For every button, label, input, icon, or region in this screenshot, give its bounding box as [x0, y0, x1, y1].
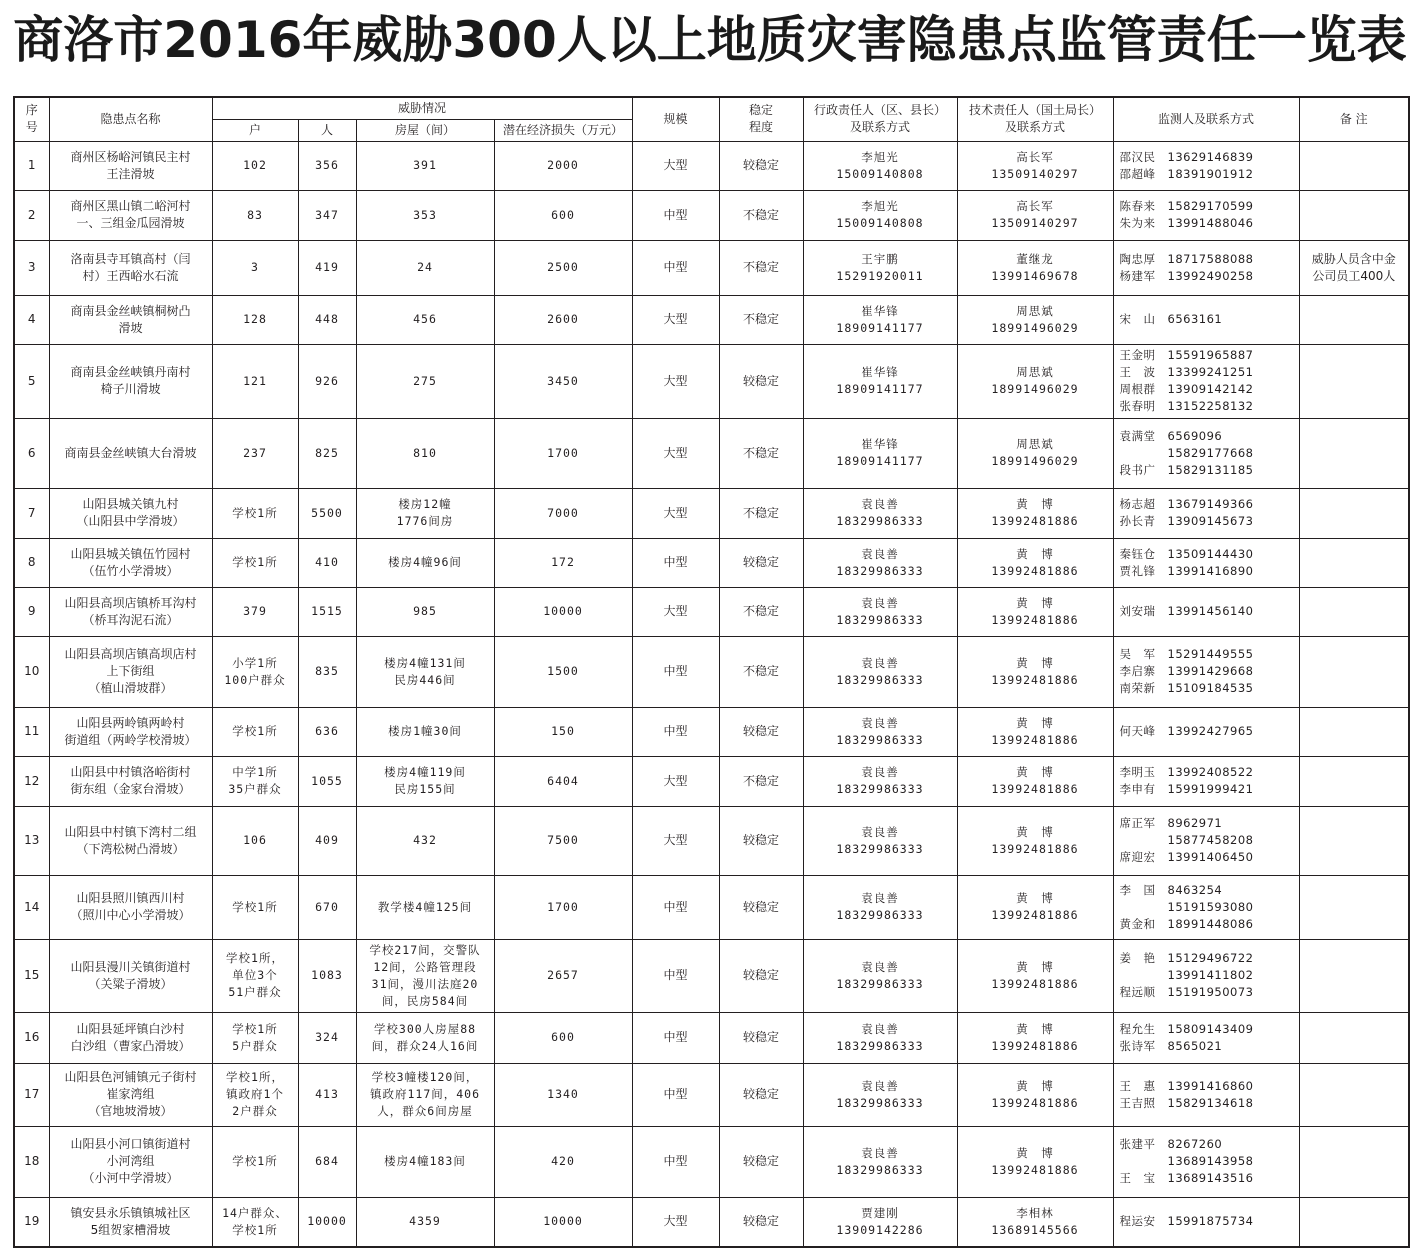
cell-seq: 10 [14, 636, 49, 707]
cell-name: 商州区黑山镇二峪河村 一、三组金瓜园滑坡 [49, 190, 212, 240]
cell-people: 347 [298, 190, 356, 240]
cell-stability: 不稳定 [719, 488, 803, 538]
cell-households: 106 [212, 806, 298, 875]
table-row [14, 190, 1409, 240]
cell-seq: 15 [14, 939, 49, 1012]
cell-admin: 袁良善 18329986333 [803, 939, 957, 1012]
cell-name: 山阳县城关镇九村 （山阳县中学滑坡） [49, 488, 212, 538]
cell-people: 448 [298, 295, 356, 344]
cell-tech: 李相林 13689145566 [957, 1197, 1113, 1247]
cell-houses: 810 [356, 418, 494, 488]
cell-people: 684 [298, 1126, 356, 1197]
cell-households: 学校1所 [212, 488, 298, 538]
cell-admin: 王宇鹏 15291920011 [803, 240, 957, 295]
cell-monitor: 姜 艳 15129496722 13991411802 程远顺 15191950073 [1113, 939, 1299, 1012]
cell-stability: 不稳定 [719, 636, 803, 707]
page-title: 商洛市2016年威胁300人以上地质灾害隐患点监管责任一览表 [13, 11, 1407, 69]
cell-loss: 7500 [494, 806, 632, 875]
header-threat: 威胁情况 [212, 97, 632, 119]
cell-houses: 275 [356, 344, 494, 418]
cell-remark [1299, 636, 1409, 707]
cell-scale: 大型 [632, 587, 719, 636]
cell-people: 825 [298, 418, 356, 488]
header-monitor: 监测人及联系方式 [1113, 97, 1299, 141]
cell-people: 413 [298, 1063, 356, 1126]
cell-tech: 黄 博 13992481886 [957, 806, 1113, 875]
cell-tech: 周思斌 18991496029 [957, 344, 1113, 418]
cell-admin: 袁良善 18329986333 [803, 1012, 957, 1063]
hazard-table [13, 96, 1410, 1248]
cell-admin: 崔华锋 18909141177 [803, 295, 957, 344]
cell-stability: 不稳定 [719, 295, 803, 344]
cell-households: 学校1所， 单位3个 51户群众 [212, 939, 298, 1012]
cell-remark [1299, 295, 1409, 344]
table-row [14, 756, 1409, 806]
table-row [14, 875, 1409, 939]
cell-households: 学校1所 [212, 875, 298, 939]
cell-people: 5500 [298, 488, 356, 538]
cell-tech: 周思斌 18991496029 [957, 418, 1113, 488]
cell-admin: 崔华锋 18909141177 [803, 418, 957, 488]
cell-scale: 中型 [632, 636, 719, 707]
table-row [14, 587, 1409, 636]
table-row [14, 488, 1409, 538]
cell-monitor: 袁满堂 6569096 15829177668 段书广 15829131185 [1113, 418, 1299, 488]
cell-stability: 较稳定 [719, 707, 803, 756]
cell-monitor: 王 惠 13991416860 王吉照 15829134618 [1113, 1063, 1299, 1126]
cell-name: 商南县金丝峡镇桐树凸 滑坡 [49, 295, 212, 344]
cell-tech: 黄 博 13992481886 [957, 538, 1113, 587]
cell-stability: 较稳定 [719, 1126, 803, 1197]
table-body [14, 141, 1409, 1247]
cell-seq: 17 [14, 1063, 49, 1126]
cell-houses: 353 [356, 190, 494, 240]
cell-remark [1299, 756, 1409, 806]
cell-tech: 周思斌 18991496029 [957, 295, 1113, 344]
cell-monitor: 秦钰仓 13509144430 贾礼锋 13991416890 [1113, 538, 1299, 587]
cell-admin: 崔华锋 18909141177 [803, 344, 957, 418]
cell-seq: 4 [14, 295, 49, 344]
cell-scale: 中型 [632, 1063, 719, 1126]
cell-admin: 袁良善 18329986333 [803, 875, 957, 939]
cell-admin: 袁良善 18329986333 [803, 587, 957, 636]
cell-loss: 1340 [494, 1063, 632, 1126]
cell-loss: 3450 [494, 344, 632, 418]
cell-houses: 楼房4幢131间 民房446间 [356, 636, 494, 707]
cell-remark [1299, 875, 1409, 939]
cell-remark [1299, 1012, 1409, 1063]
cell-scale: 大型 [632, 141, 719, 190]
cell-loss: 1500 [494, 636, 632, 707]
cell-people: 835 [298, 636, 356, 707]
cell-seq: 3 [14, 240, 49, 295]
table-row [14, 1126, 1409, 1197]
cell-stability: 较稳定 [719, 939, 803, 1012]
cell-houses: 楼房1幢30间 [356, 707, 494, 756]
cell-name: 山阳县城关镇伍竹园村 （伍竹小学滑坡） [49, 538, 212, 587]
cell-seq: 7 [14, 488, 49, 538]
cell-loss: 7000 [494, 488, 632, 538]
cell-name: 山阳县高坝店镇桥耳沟村 （桥耳沟泥石流） [49, 587, 212, 636]
cell-remark [1299, 190, 1409, 240]
cell-scale: 中型 [632, 538, 719, 587]
cell-scale: 中型 [632, 1126, 719, 1197]
cell-households: 14户群众、 学校1所 [212, 1197, 298, 1247]
cell-remark: 威胁人员含中金 公司员工400人 [1299, 240, 1409, 295]
cell-loss: 2657 [494, 939, 632, 1012]
cell-loss: 6404 [494, 756, 632, 806]
cell-name: 山阳县高坝店镇高坝店村 上下街组 （植山滑坡群） [49, 636, 212, 707]
cell-loss: 172 [494, 538, 632, 587]
header-house: 房屋（间） [356, 119, 494, 141]
cell-houses: 楼房12幢 1776间房 [356, 488, 494, 538]
cell-monitor: 张建平 8267260 13689143958 王 宝 13689143516 [1113, 1126, 1299, 1197]
cell-remark [1299, 587, 1409, 636]
cell-houses: 4359 [356, 1197, 494, 1247]
cell-stability: 较稳定 [719, 875, 803, 939]
cell-people: 926 [298, 344, 356, 418]
cell-loss: 600 [494, 190, 632, 240]
header-admin: 行政责任人（区、县长） 及联系方式 [803, 97, 957, 141]
cell-seq: 19 [14, 1197, 49, 1247]
cell-stability: 不稳定 [719, 190, 803, 240]
cell-monitor: 席正军 8962971 15877458208 席迎宏 13991406450 [1113, 806, 1299, 875]
table-row [14, 806, 1409, 875]
cell-monitor: 宋 山 6563161 [1113, 295, 1299, 344]
cell-households: 83 [212, 190, 298, 240]
cell-tech: 董继龙 13991469678 [957, 240, 1113, 295]
cell-houses: 教学楼4幢125间 [356, 875, 494, 939]
cell-loss: 600 [494, 1012, 632, 1063]
cell-name: 山阳县延坪镇白沙村 白沙组（曹家凸滑坡） [49, 1012, 212, 1063]
cell-loss: 2600 [494, 295, 632, 344]
cell-name: 商州区杨峪河镇民主村 王洼滑坡 [49, 141, 212, 190]
cell-houses: 432 [356, 806, 494, 875]
cell-monitor: 杨志超 13679149366 孙长青 13909145673 [1113, 488, 1299, 538]
cell-households: 128 [212, 295, 298, 344]
table-row [14, 939, 1409, 1012]
header-loss: 潜在经济损失（万元） [494, 119, 632, 141]
cell-admin: 袁良善 18329986333 [803, 488, 957, 538]
cell-scale: 中型 [632, 1012, 719, 1063]
cell-stability: 不稳定 [719, 418, 803, 488]
cell-stability: 不稳定 [719, 240, 803, 295]
cell-remark [1299, 344, 1409, 418]
cell-households: 3 [212, 240, 298, 295]
cell-scale: 中型 [632, 190, 719, 240]
cell-stability: 较稳定 [719, 141, 803, 190]
cell-seq: 1 [14, 141, 49, 190]
cell-remark [1299, 806, 1409, 875]
cell-households: 学校1所， 镇政府1个 2户群众 [212, 1063, 298, 1126]
cell-remark [1299, 1197, 1409, 1247]
cell-people: 410 [298, 538, 356, 587]
cell-name: 洛南县寺耳镇高村（闫 村）王西峪水石流 [49, 240, 212, 295]
cell-admin: 袁良善 18329986333 [803, 636, 957, 707]
cell-households: 121 [212, 344, 298, 418]
table-row [14, 141, 1409, 190]
cell-loss: 10000 [494, 1197, 632, 1247]
table-row [14, 295, 1409, 344]
cell-households: 学校1所 [212, 1126, 298, 1197]
cell-scale: 大型 [632, 1197, 719, 1247]
cell-stability: 较稳定 [719, 538, 803, 587]
header-ren: 人 [298, 119, 356, 141]
cell-admin: 袁良善 18329986333 [803, 756, 957, 806]
cell-remark [1299, 1063, 1409, 1126]
cell-houses: 24 [356, 240, 494, 295]
cell-scale: 大型 [632, 344, 719, 418]
cell-remark [1299, 538, 1409, 587]
cell-loss: 1700 [494, 875, 632, 939]
cell-remark [1299, 418, 1409, 488]
cell-admin: 袁良善 18329986333 [803, 707, 957, 756]
cell-scale: 大型 [632, 806, 719, 875]
cell-people: 1515 [298, 587, 356, 636]
cell-monitor: 李明玉 13992408522 李申有 15991999421 [1113, 756, 1299, 806]
cell-scale: 中型 [632, 875, 719, 939]
cell-households: 379 [212, 587, 298, 636]
cell-people: 324 [298, 1012, 356, 1063]
cell-name: 镇安县永乐镇镇城社区 5组贺家槽滑坡 [49, 1197, 212, 1247]
cell-tech: 黄 博 13992481886 [957, 587, 1113, 636]
cell-remark [1299, 939, 1409, 1012]
cell-admin: 李旭光 15009140808 [803, 141, 957, 190]
cell-households: 学校1所 [212, 707, 298, 756]
cell-name: 山阳县色河铺镇元子街村 崔家湾组 （官地坡滑坡） [49, 1063, 212, 1126]
cell-remark [1299, 141, 1409, 190]
cell-loss: 420 [494, 1126, 632, 1197]
cell-tech: 高长军 13509140297 [957, 141, 1113, 190]
cell-seq: 14 [14, 875, 49, 939]
cell-monitor: 王金明 15591965887 王 波 13399241251 周根群 13909142142 张春明 13152258132 [1113, 344, 1299, 418]
cell-stability: 不稳定 [719, 756, 803, 806]
cell-seq: 5 [14, 344, 49, 418]
cell-scale: 大型 [632, 756, 719, 806]
cell-admin: 袁良善 18329986333 [803, 538, 957, 587]
cell-households: 102 [212, 141, 298, 190]
cell-houses: 楼房4幢119间 民房155间 [356, 756, 494, 806]
table-row [14, 538, 1409, 587]
cell-tech: 黄 博 13992481886 [957, 707, 1113, 756]
cell-tech: 黄 博 13992481886 [957, 1012, 1113, 1063]
cell-tech: 黄 博 13992481886 [957, 875, 1113, 939]
cell-name: 山阳县两岭镇两岭村 街道组（两岭学校滑坡） [49, 707, 212, 756]
cell-people: 356 [298, 141, 356, 190]
header-name: 隐患点名称 [49, 97, 212, 141]
cell-seq: 18 [14, 1126, 49, 1197]
cell-stability: 较稳定 [719, 1063, 803, 1126]
cell-name: 山阳县中村镇洛峪街村 街东组（金家台滑坡） [49, 756, 212, 806]
cell-monitor: 程运安 15991875734 [1113, 1197, 1299, 1247]
table-row [14, 418, 1409, 488]
cell-scale: 大型 [632, 418, 719, 488]
cell-admin: 袁良善 18329986333 [803, 806, 957, 875]
cell-loss: 2000 [494, 141, 632, 190]
cell-people: 419 [298, 240, 356, 295]
cell-seq: 12 [14, 756, 49, 806]
cell-tech: 黄 博 13992481886 [957, 636, 1113, 707]
cell-tech: 高长军 13509140297 [957, 190, 1113, 240]
cell-stability: 较稳定 [719, 344, 803, 418]
cell-tech: 黄 博 13992481886 [957, 1063, 1113, 1126]
table-row [14, 636, 1409, 707]
cell-houses: 学校300人房屋88 间，群众24人16间 [356, 1012, 494, 1063]
cell-houses: 391 [356, 141, 494, 190]
cell-seq: 9 [14, 587, 49, 636]
cell-monitor: 李 国 8463254 15191593080 黄金和 18991448086 [1113, 875, 1299, 939]
cell-people: 1083 [298, 939, 356, 1012]
table-row [14, 1063, 1409, 1126]
cell-scale: 中型 [632, 939, 719, 1012]
cell-seq: 11 [14, 707, 49, 756]
cell-name: 山阳县漫川关镇街道村 （关粱子滑坡） [49, 939, 212, 1012]
cell-admin: 李旭光 15009140808 [803, 190, 957, 240]
cell-scale: 中型 [632, 240, 719, 295]
cell-seq: 13 [14, 806, 49, 875]
cell-people: 670 [298, 875, 356, 939]
cell-households: 学校1所 [212, 538, 298, 587]
cell-loss: 1700 [494, 418, 632, 488]
cell-monitor: 程允生 15809143409 张诗军 8565021 [1113, 1012, 1299, 1063]
cell-stability: 较稳定 [719, 1012, 803, 1063]
cell-people: 409 [298, 806, 356, 875]
cell-seq: 6 [14, 418, 49, 488]
cell-households: 小学1所 100户群众 [212, 636, 298, 707]
cell-people: 1055 [298, 756, 356, 806]
table-row [14, 240, 1409, 295]
cell-houses: 456 [356, 295, 494, 344]
table-row [14, 707, 1409, 756]
cell-name: 山阳县中村镇下湾村二组 （下湾松树凸滑坡） [49, 806, 212, 875]
cell-scale: 大型 [632, 295, 719, 344]
table-row [14, 1197, 1409, 1247]
cell-people: 636 [298, 707, 356, 756]
cell-name: 山阳县小河口镇街道村 小河湾组 （小河中学滑坡） [49, 1126, 212, 1197]
cell-loss: 2500 [494, 240, 632, 295]
cell-people: 10000 [298, 1197, 356, 1247]
table-row [14, 344, 1409, 418]
cell-households: 学校1所 5户群众 [212, 1012, 298, 1063]
cell-tech: 黄 博 13992481886 [957, 939, 1113, 1012]
cell-name: 商南县金丝峡镇丹南村 椅子川滑坡 [49, 344, 212, 418]
cell-stability: 不稳定 [719, 587, 803, 636]
header-hu: 户 [212, 119, 298, 141]
cell-stability: 较稳定 [719, 806, 803, 875]
cell-houses: 楼房4幢183间 [356, 1126, 494, 1197]
cell-seq: 16 [14, 1012, 49, 1063]
cell-monitor: 陶忠厚 18717588088 杨建军 13992490258 [1113, 240, 1299, 295]
cell-admin: 袁良善 18329986333 [803, 1063, 957, 1126]
header-stability: 稳定 程度 [719, 97, 803, 141]
cell-monitor: 陈春来 15829170599 朱为来 13991488046 [1113, 190, 1299, 240]
header-remark: 备 注 [1299, 97, 1409, 141]
cell-loss: 150 [494, 707, 632, 756]
cell-seq: 8 [14, 538, 49, 587]
cell-tech: 黄 博 13992481886 [957, 1126, 1113, 1197]
cell-tech: 黄 博 13992481886 [957, 756, 1113, 806]
cell-stability: 较稳定 [719, 1197, 803, 1247]
cell-seq: 2 [14, 190, 49, 240]
cell-houses: 学校217间，交警队 12间，公路管理段 31间，漫川法庭20 间，民房584间 [356, 939, 494, 1012]
cell-households: 237 [212, 418, 298, 488]
header-scale: 规模 [632, 97, 719, 141]
table-row [14, 1012, 1409, 1063]
cell-monitor: 刘安瑞 13991456140 [1113, 587, 1299, 636]
cell-admin: 袁良善 18329986333 [803, 1126, 957, 1197]
cell-remark [1299, 707, 1409, 756]
cell-monitor: 何天峰 13992427965 [1113, 707, 1299, 756]
cell-scale: 大型 [632, 488, 719, 538]
cell-scale: 中型 [632, 707, 719, 756]
cell-admin: 贾建刚 13909142286 [803, 1197, 957, 1247]
cell-monitor: 吴 军 15291449555 李启寨 13991429668 南荣新 15109184535 [1113, 636, 1299, 707]
cell-name: 山阳县照川镇西川村 （照川中心小学滑坡） [49, 875, 212, 939]
cell-monitor: 邵汉民 13629146839 邵超峰 18391901912 [1113, 141, 1299, 190]
cell-loss: 10000 [494, 587, 632, 636]
cell-houses: 学校3幢楼120间， 镇政府117间，406 人，群众6间房屋 [356, 1063, 494, 1126]
header-tech: 技术责任人（国土局长） 及联系方式 [957, 97, 1113, 141]
header-seq: 序 号 [14, 97, 49, 141]
cell-tech: 黄 博 13992481886 [957, 488, 1113, 538]
cell-houses: 985 [356, 587, 494, 636]
cell-remark [1299, 488, 1409, 538]
cell-remark [1299, 1126, 1409, 1197]
cell-houses: 楼房4幢96间 [356, 538, 494, 587]
cell-name: 商南县金丝峡镇大台滑坡 [49, 418, 212, 488]
cell-households: 中学1所 35户群众 [212, 756, 298, 806]
